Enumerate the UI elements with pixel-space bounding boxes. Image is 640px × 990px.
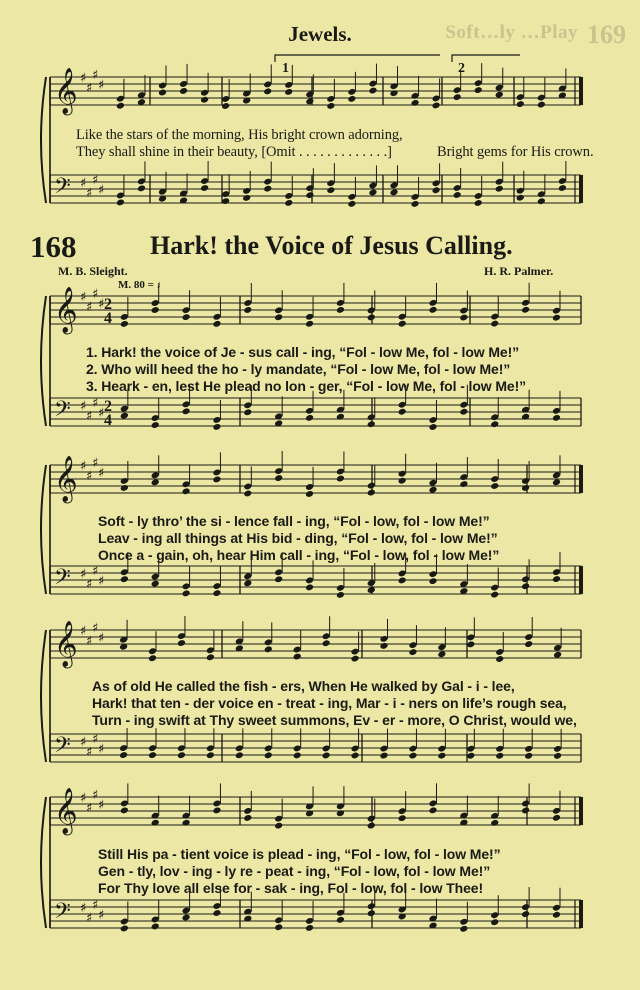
note-head xyxy=(305,97,314,105)
note-head xyxy=(389,89,398,97)
note-head xyxy=(490,320,499,328)
note-head xyxy=(552,414,561,422)
sharp-icon: ♯ xyxy=(80,399,87,414)
note-head xyxy=(490,420,499,428)
note-head xyxy=(274,575,283,583)
note-head xyxy=(490,591,499,599)
note-head xyxy=(389,188,398,196)
note-head xyxy=(474,199,483,207)
note-head xyxy=(182,313,191,321)
note-head xyxy=(116,102,125,110)
sharp-icon: ♯ xyxy=(80,901,87,916)
sharp-icon: ♯ xyxy=(92,564,99,579)
note-head xyxy=(347,200,356,208)
note-head xyxy=(459,480,468,488)
note-head xyxy=(116,198,125,206)
note-head xyxy=(553,752,562,760)
note-head xyxy=(411,200,420,208)
note-head xyxy=(490,918,499,926)
sharp-icon: ♯ xyxy=(92,68,99,83)
sharp-icon: ♯ xyxy=(80,459,87,474)
ending-bracket-1 xyxy=(275,55,440,62)
note-head xyxy=(322,752,331,760)
note-head xyxy=(367,420,376,428)
system-4-verse-3: For Thy love all else for - sak - ing, Fol - low, fol - low Thee! xyxy=(98,880,484,896)
note-head xyxy=(120,575,129,583)
note-head xyxy=(398,576,407,584)
note-head xyxy=(459,925,468,933)
tempo-marking: M. 80 = ♩ xyxy=(118,279,168,291)
note-head xyxy=(336,475,345,483)
note-head xyxy=(428,306,437,314)
system-2-verse-1: Soft - ly thro’ the si - lence fall - ing, “Fol - low, fol - low Me!” xyxy=(98,513,490,529)
note-head xyxy=(305,414,314,422)
system-4-verse-1: Still His pa - tient voice is plead - ing, “Fol - low, fol - low Me!” xyxy=(98,846,501,862)
note-head xyxy=(351,752,360,760)
note-head xyxy=(263,87,272,95)
note-head xyxy=(398,320,407,328)
note-head xyxy=(242,194,251,202)
note-head xyxy=(432,186,441,194)
bass-clef-icon: 𝄢 xyxy=(54,899,71,929)
note-head xyxy=(398,408,407,416)
note-head xyxy=(428,806,437,814)
bleed-through-page-number: 169 xyxy=(587,20,626,49)
note-head xyxy=(398,814,407,822)
note-head xyxy=(274,923,283,931)
note-head xyxy=(368,189,377,197)
note-head xyxy=(347,95,356,103)
jewels-lyric-line-1: Like the stars of the morning, His bright crown adorning, xyxy=(76,127,403,143)
sharp-icon: ♯ xyxy=(86,634,93,649)
sharp-icon: ♯ xyxy=(98,798,105,813)
note-head xyxy=(182,589,191,597)
sharp-icon: ♯ xyxy=(92,788,99,803)
sharp-icon: ♯ xyxy=(80,735,87,750)
note-head xyxy=(516,100,525,108)
ending-mark-1: 1 xyxy=(282,61,289,76)
note-head xyxy=(466,752,475,760)
note-head xyxy=(206,653,215,661)
time-signature-digit: 2 xyxy=(104,398,112,415)
note-head xyxy=(119,751,128,759)
treble-clef-icon: 𝄞 xyxy=(54,788,78,834)
sharp-icon: ♯ xyxy=(80,71,87,86)
note-head xyxy=(158,89,167,97)
note-head xyxy=(264,645,273,653)
bleed-through-heading: Soft…ly …Play xyxy=(445,22,578,43)
note-head xyxy=(274,313,283,321)
note-head xyxy=(490,482,499,490)
sharp-icon: ♯ xyxy=(92,456,99,471)
note-head xyxy=(322,639,331,647)
note-head xyxy=(293,751,302,759)
note-head xyxy=(212,423,221,431)
note-head xyxy=(212,589,221,597)
note-head xyxy=(243,490,252,498)
note-head xyxy=(274,474,283,482)
sharp-icon: ♯ xyxy=(80,567,87,582)
note-head xyxy=(495,185,504,193)
system-brace xyxy=(41,77,46,203)
sharp-icon: ♯ xyxy=(92,287,99,302)
treble-clef-icon: 𝄞 xyxy=(54,456,78,502)
note-head xyxy=(367,822,376,830)
sharp-icon: ♯ xyxy=(86,300,93,315)
sharp-icon: ♯ xyxy=(92,396,99,411)
note-head xyxy=(432,101,441,109)
system-brace xyxy=(41,630,46,762)
sharp-icon: ♯ xyxy=(98,78,105,93)
bass-clef-icon: 𝄢 xyxy=(54,397,71,427)
time-signature-digit: 2 xyxy=(104,296,112,313)
note-head xyxy=(137,184,146,192)
note-head xyxy=(305,191,314,199)
sharp-icon: ♯ xyxy=(86,911,93,926)
note-head xyxy=(305,924,314,932)
note-head xyxy=(524,752,533,760)
ending-mark-2: 2 xyxy=(458,61,465,76)
note-head xyxy=(521,582,530,590)
note-head xyxy=(212,320,221,328)
note-head xyxy=(379,752,388,760)
hymn-title: Hark! the Voice of Jesus Calling. xyxy=(150,231,513,260)
note-head xyxy=(177,751,186,759)
author-credit: M. B. Sleight. xyxy=(58,264,128,278)
note-head xyxy=(558,184,567,192)
note-head xyxy=(243,814,252,822)
treble-clef-icon: 𝄞 xyxy=(54,68,78,114)
note-head xyxy=(148,751,157,759)
system-2-verse-2: Leav - ing all things at His bid - ding, “Fol - low, fol - low Me!” xyxy=(98,530,498,546)
sharp-icon: ♯ xyxy=(80,624,87,639)
note-head xyxy=(305,583,314,591)
note-head xyxy=(537,197,546,205)
sharp-icon: ♯ xyxy=(92,621,99,636)
sharp-icon: ♯ xyxy=(80,176,87,191)
note-head xyxy=(151,923,160,931)
system-1-verse-2: 2. Who will heed the ho - ly mandate, “Fol - low Me, fol - low Me!” xyxy=(86,361,511,377)
note-head xyxy=(521,484,530,492)
note-head xyxy=(524,640,533,648)
sharp-icon: ♯ xyxy=(92,898,99,913)
note-head xyxy=(120,484,129,492)
jewels-lyric-line-2: They shall shine in their beauty, [Omit . . . . . . . . . . . . .] xyxy=(76,144,392,160)
note-head xyxy=(336,306,345,314)
note-head xyxy=(437,752,446,760)
system-2-verse-3: Once a - gain, oh, hear Him call - ing, “Fol - low, fol - low Me!” xyxy=(98,547,500,563)
note-head xyxy=(537,101,546,109)
note-head xyxy=(336,916,345,924)
time-signature-digit: 4 xyxy=(104,310,112,327)
sharp-icon: ♯ xyxy=(86,186,93,201)
note-head xyxy=(428,577,437,585)
note-head xyxy=(453,191,462,199)
sharp-icon: ♯ xyxy=(98,574,105,589)
bass-clef-icon: 𝄢 xyxy=(54,565,71,595)
note-head xyxy=(367,489,376,497)
note-head xyxy=(552,911,561,919)
note-head xyxy=(305,320,314,328)
note-head xyxy=(120,320,129,328)
sharp-icon: ♯ xyxy=(98,406,105,421)
note-head xyxy=(521,807,530,815)
note-head xyxy=(459,408,468,416)
note-head xyxy=(552,814,561,822)
sharp-icon: ♯ xyxy=(80,791,87,806)
note-head xyxy=(552,314,561,322)
system-brace xyxy=(41,465,46,594)
sharp-icon: ♯ xyxy=(86,81,93,96)
sharp-icon: ♯ xyxy=(86,801,93,816)
previous-hymn-title: Jewels. xyxy=(288,22,352,46)
hymn-number: 168 xyxy=(30,229,77,264)
note-head xyxy=(490,819,499,827)
note-head xyxy=(474,86,483,94)
sharp-icon: ♯ xyxy=(92,173,99,188)
composer-credit: H. R. Palmer. xyxy=(484,264,554,278)
note-head xyxy=(495,91,504,99)
note-head xyxy=(495,655,504,663)
note-head xyxy=(326,102,335,110)
note-head xyxy=(120,806,129,814)
note-head xyxy=(411,99,420,107)
system-4-verse-2: Gen - tly, lov - ing - ly re - peat - ing, “Fol - low, fol - low Me!” xyxy=(98,863,491,879)
note-head xyxy=(182,407,191,415)
note-head xyxy=(367,909,376,917)
system-1-verse-3: 3. Heark - en, lest He plead no lon - ger, “Fol - low Me, fol - low Me!” xyxy=(86,378,527,394)
sharp-icon: ♯ xyxy=(80,290,87,305)
treble-clef-icon: 𝄞 xyxy=(54,621,78,667)
note-head xyxy=(552,575,561,583)
note-head xyxy=(305,490,314,498)
note-head xyxy=(182,487,191,495)
system-brace xyxy=(41,296,46,426)
note-head xyxy=(453,93,462,101)
system-3-verse-2: Hark! that ten - der voice en - treat - ing, Mar - i - ners on life’s rough sea, xyxy=(92,695,567,711)
note-head xyxy=(521,306,530,314)
sharp-icon: ♯ xyxy=(86,577,93,592)
note-head xyxy=(379,642,388,650)
system-brace xyxy=(41,797,46,928)
note-head xyxy=(120,412,129,420)
note-head xyxy=(428,423,437,431)
note-head xyxy=(200,184,209,192)
sharp-icon: ♯ xyxy=(98,631,105,646)
note-head xyxy=(206,751,215,759)
note-head xyxy=(521,910,530,918)
note-head xyxy=(466,640,475,648)
sharp-icon: ♯ xyxy=(98,297,105,312)
bass-clef-icon: 𝄢 xyxy=(54,174,71,204)
sharp-icon: ♯ xyxy=(98,183,105,198)
note-head xyxy=(264,751,273,759)
time-signature-digit: 4 xyxy=(104,412,112,429)
note-head xyxy=(151,306,160,314)
note-head xyxy=(398,477,407,485)
note-head xyxy=(120,925,129,933)
note-head xyxy=(243,408,252,416)
note-head xyxy=(179,87,188,95)
note-head xyxy=(351,655,360,663)
treble-clef-icon: 𝄞 xyxy=(54,287,78,333)
note-head xyxy=(274,822,283,830)
sharp-icon: ♯ xyxy=(86,745,93,760)
note-head xyxy=(459,314,468,322)
sharp-icon: ♯ xyxy=(86,469,93,484)
note-head xyxy=(151,421,160,429)
system-1-verse-1: 1. Hark! the voice of Je - sus call - ing, “Fol - low Me, fol - low Me!” xyxy=(86,344,520,360)
system-3-verse-3: Turn - ing swift at Thy sweet summons, Ev - er - more, O Christ, would we, xyxy=(92,712,577,728)
note-head xyxy=(148,654,157,662)
sharp-icon: ♯ xyxy=(98,466,105,481)
system-3-verse-1: As of old He called the fish - ers, When He walked by Gal - i - lee, xyxy=(92,678,515,694)
note-head xyxy=(293,653,302,661)
jewels-lyric-ending: Bright gems for His crown. xyxy=(437,144,594,160)
note-head xyxy=(182,914,191,922)
note-head xyxy=(516,194,525,202)
sharp-icon: ♯ xyxy=(98,742,105,757)
note-head xyxy=(200,96,209,104)
note-head xyxy=(151,580,160,588)
note-head xyxy=(212,806,221,814)
sharp-icon: ♯ xyxy=(86,409,93,424)
sharp-icon: ♯ xyxy=(92,732,99,747)
bass-clef-icon: 𝄢 xyxy=(54,733,71,763)
note-head xyxy=(284,199,293,207)
note-head xyxy=(284,88,293,96)
note-head xyxy=(495,752,504,760)
note-head xyxy=(326,186,335,194)
note-head xyxy=(408,752,417,760)
note-head xyxy=(235,751,244,759)
sharp-icon: ♯ xyxy=(98,908,105,923)
note-head xyxy=(263,185,272,193)
note-head xyxy=(177,639,186,647)
note-head xyxy=(367,313,376,321)
note-head xyxy=(336,591,345,599)
note-head xyxy=(368,87,377,95)
note-head xyxy=(212,909,221,917)
note-head xyxy=(243,306,252,314)
note-head xyxy=(212,475,221,483)
note-head xyxy=(408,648,417,656)
